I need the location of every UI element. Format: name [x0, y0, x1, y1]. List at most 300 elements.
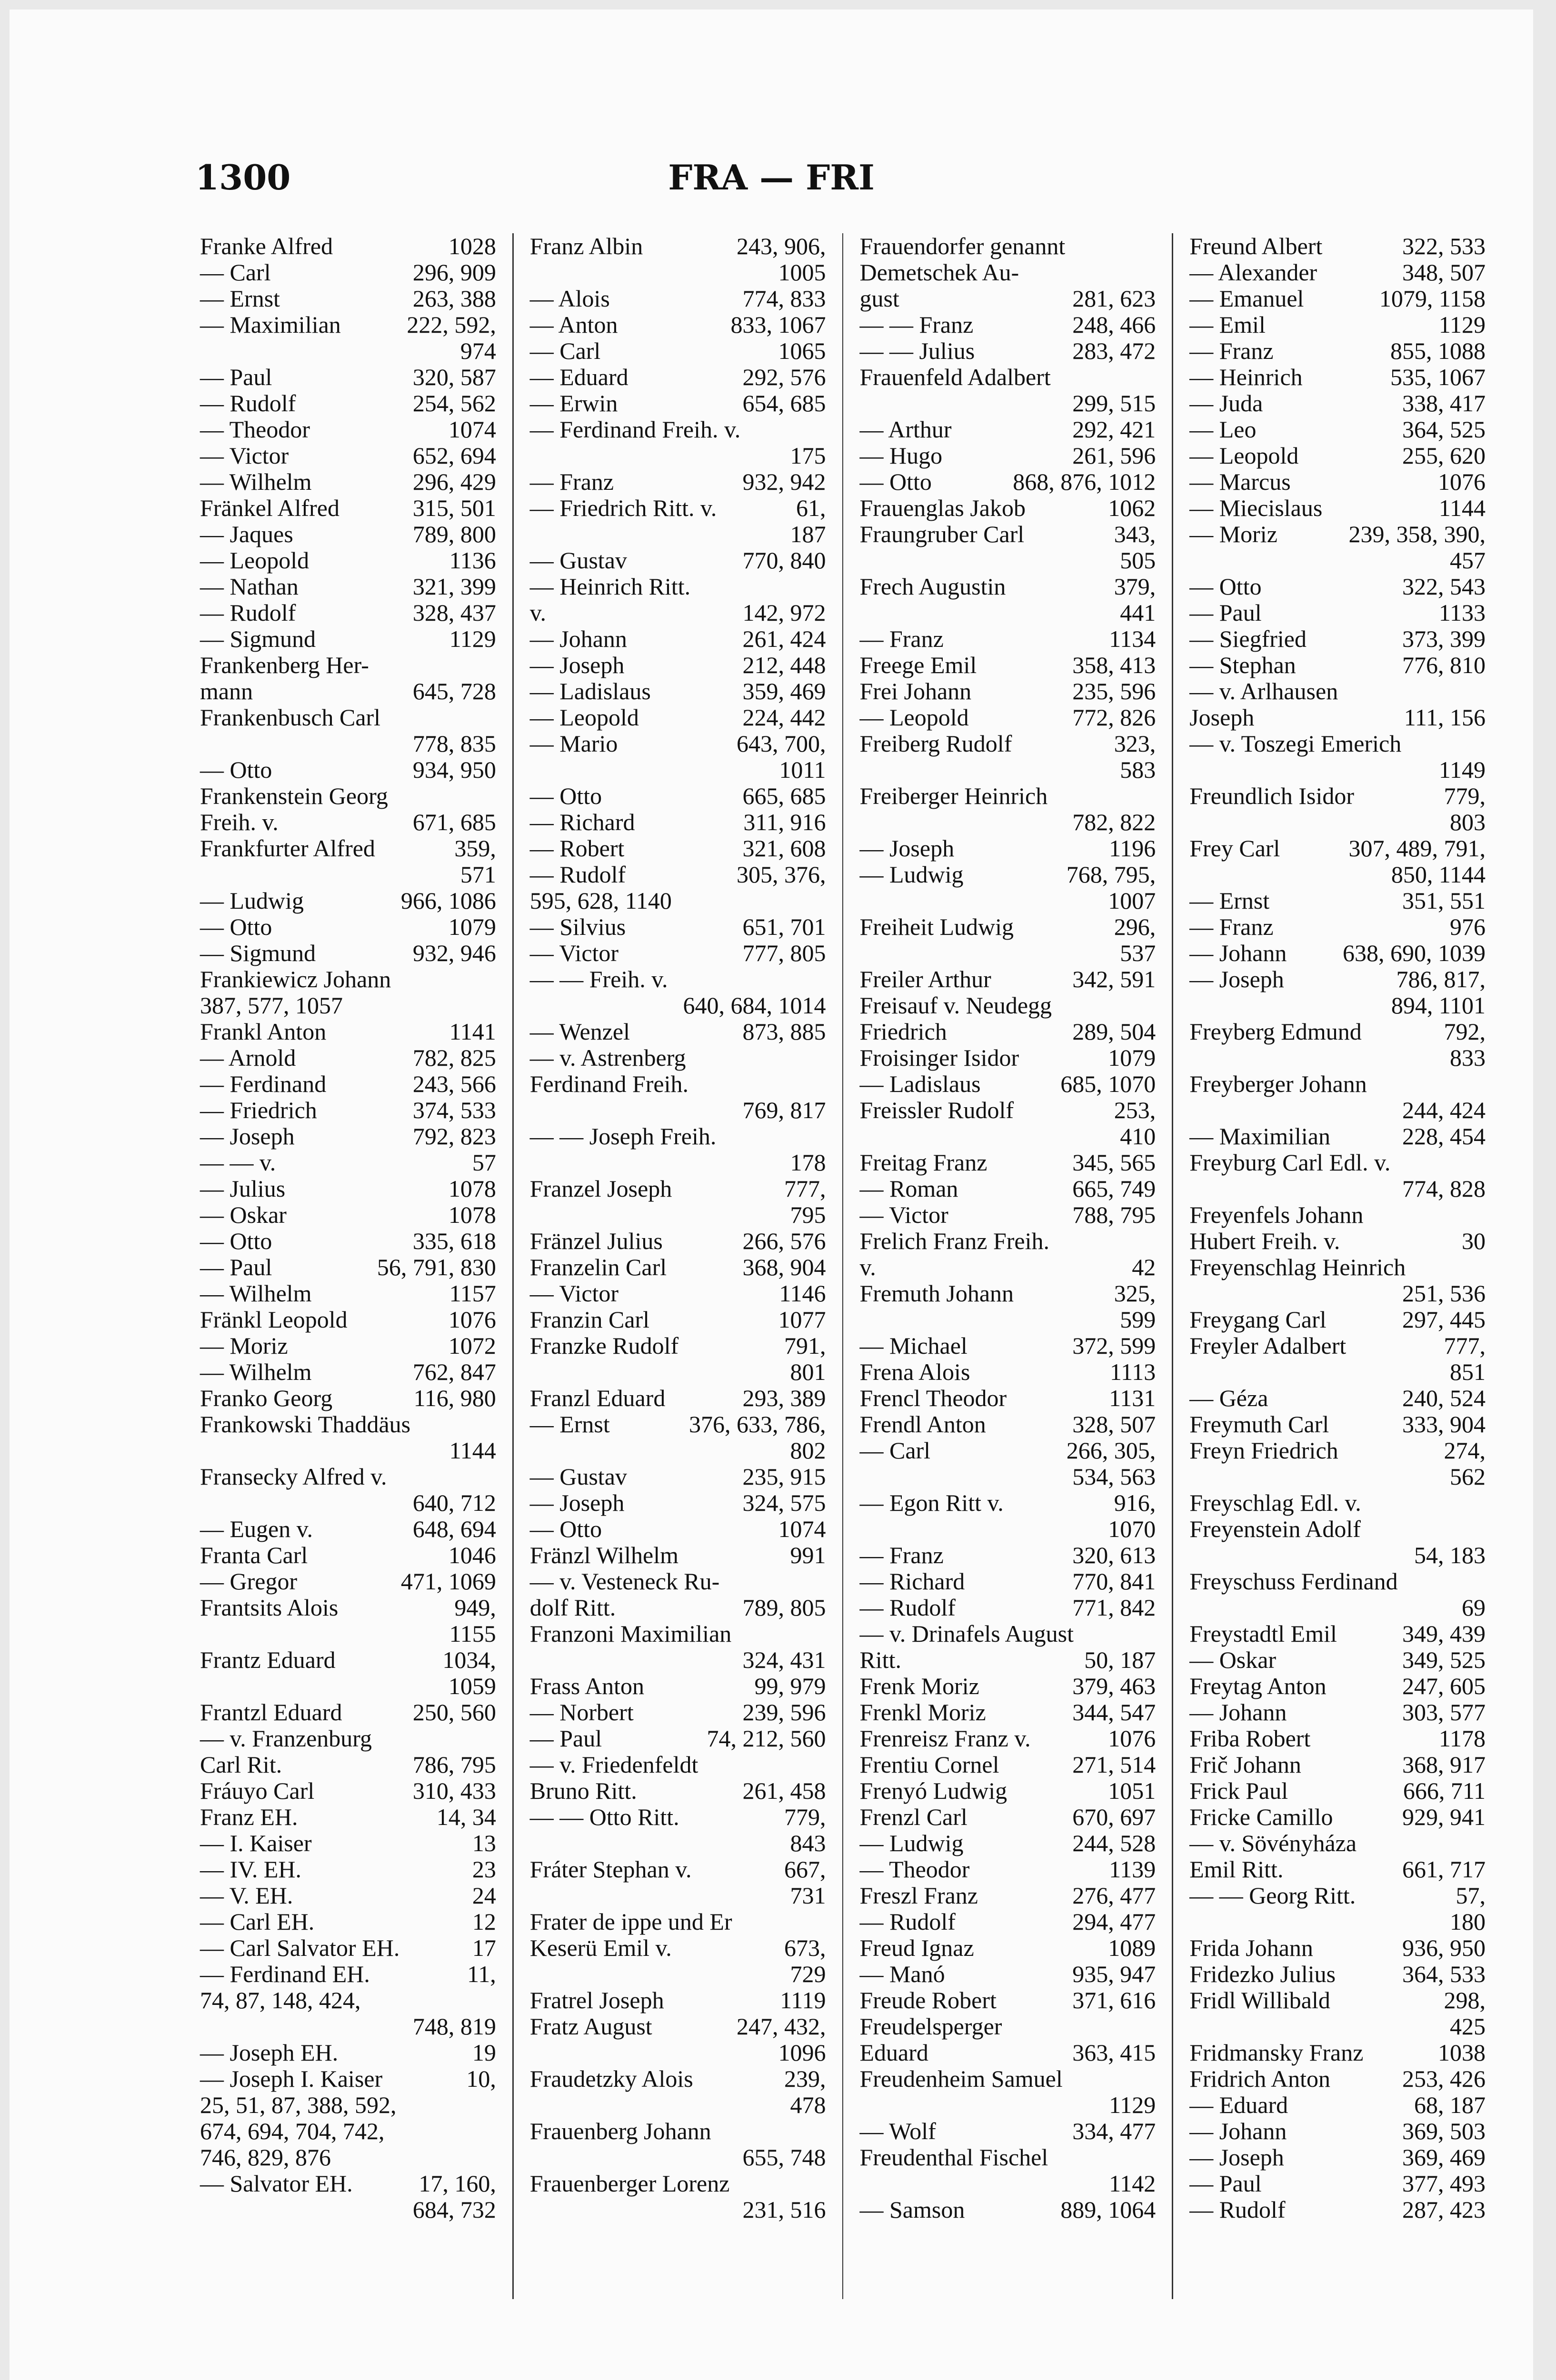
index-line — [1189, 443, 1486, 469]
entry-pages: 685, 1070 — [1060, 1071, 1156, 1097]
index-line — [530, 1071, 826, 1097]
entry-pages: 1074 — [448, 416, 496, 443]
entry-pages: 1007 — [1108, 887, 1156, 914]
entry-name: Fränkl Leopold — [200, 1306, 348, 1333]
entry-pages: 23 — [472, 1856, 496, 1883]
entry-pages: 348, 507 — [1402, 259, 1486, 286]
index-line — [1189, 1595, 1486, 1621]
entry-name: — Joseph EH. — [200, 2039, 339, 2066]
entry-pages: 1062 — [1108, 495, 1156, 521]
index-line — [200, 757, 496, 783]
index-line — [1189, 1830, 1486, 1856]
entry-pages: 789, 805 — [742, 1594, 826, 1621]
entry-name: — Carl EH. — [200, 1908, 315, 1935]
index-line — [1189, 1385, 1486, 1411]
entry-name: — Anton — [529, 311, 618, 338]
entry-name: Freud Ignaz — [859, 1934, 974, 1961]
entry-name: — Michael — [859, 1332, 968, 1359]
entry-pages: 684, 732 — [412, 2196, 496, 2223]
entry-name: — Otto — [859, 468, 932, 495]
entry-name: Frendl Anton — [859, 1411, 986, 1438]
entry-pages: 10, — [466, 2065, 496, 2092]
index-line — [200, 259, 496, 286]
index-line — [859, 1961, 1156, 1987]
index-line — [859, 312, 1156, 338]
entry-name: 595, 628, 1140 — [529, 887, 672, 914]
entry-pages: 774, 828 — [1402, 1175, 1486, 1202]
index-line — [1189, 1071, 1486, 1097]
entry-pages: 748, 819 — [412, 2013, 496, 2040]
entry-pages: 936, 950 — [1402, 1934, 1486, 1961]
index-line — [859, 888, 1156, 914]
entry-name: — — Julius — [859, 337, 975, 364]
index-line — [859, 1123, 1156, 1150]
index-line — [530, 600, 826, 626]
index-line — [530, 1830, 826, 1856]
index-line — [1189, 1752, 1486, 1778]
entry-pages: 298, — [1444, 1987, 1486, 2013]
entry-pages: 1129 — [1438, 311, 1486, 338]
entry-pages: 1178 — [1438, 1725, 1486, 1752]
index-line — [530, 1385, 826, 1411]
index-line — [1189, 1280, 1486, 1307]
entry-name: — Ernst — [1189, 887, 1270, 914]
index-line — [859, 1019, 1156, 1045]
entry-pages: 321, 608 — [742, 835, 826, 862]
index-line — [200, 862, 496, 888]
index-line — [1189, 783, 1486, 809]
entry-name: — Rudolf — [200, 390, 296, 416]
index-line — [200, 1385, 496, 1411]
entry-name: Franzoni Maximilian — [529, 1620, 732, 1647]
index-line — [859, 1254, 1156, 1280]
entry-name: — Arthur — [859, 416, 952, 443]
entry-name: — Julius — [200, 1175, 286, 1202]
entry-pages: 299, 515 — [1072, 390, 1156, 416]
entry-pages: 266, 576 — [742, 1228, 826, 1254]
index-line — [530, 940, 826, 966]
entry-name: — Moriz — [200, 1332, 288, 1359]
entry-name: — v. Drinafels August — [859, 1620, 1074, 1647]
entry-name: — Nathan — [200, 573, 299, 600]
index-line — [530, 888, 826, 914]
index-line — [1189, 1150, 1486, 1176]
entry-name: — Otto — [529, 1516, 602, 1542]
entry-name: v. — [529, 599, 546, 626]
index-line — [1189, 1804, 1486, 1830]
entry-pages: 1034, — [442, 1646, 496, 1673]
entry-pages: 792, — [1444, 1018, 1486, 1045]
entry-name: — Victor — [859, 1201, 948, 1228]
entry-name: — Siegfried — [1189, 625, 1307, 652]
index-line — [530, 1490, 826, 1516]
index-line — [530, 521, 826, 547]
entry-name: — Joseph — [200, 1123, 295, 1150]
entry-name: — Paul — [200, 1254, 272, 1280]
entry-name: — v. Friedenfeldt — [529, 1751, 698, 1778]
index-line — [200, 1647, 496, 1673]
entry-name: Freyn Friedrich — [1189, 1437, 1338, 1464]
entry-pages: 795 — [790, 1201, 826, 1228]
entry-pages: 12 — [472, 1908, 496, 1935]
index-line — [859, 966, 1156, 992]
index-line — [1189, 2118, 1486, 2144]
entry-name: — v. Toszegi Emerich — [1189, 730, 1402, 757]
entry-pages: 1149 — [1438, 756, 1486, 783]
entry-name: — Gregor — [200, 1568, 298, 1595]
entry-name: — Otto — [200, 913, 272, 940]
index-line — [200, 1856, 496, 1883]
entry-name: — Eduard — [529, 364, 628, 390]
entry-name: Frauenberg Johann — [529, 2118, 711, 2144]
entry-name: Freund Albert — [1189, 233, 1323, 259]
entry-name: — Friedrich Ritt. v. — [529, 495, 717, 521]
index-line — [1189, 1097, 1486, 1123]
entry-name: 746, 829, 876 — [200, 2144, 331, 2171]
index-line — [1189, 233, 1486, 259]
index-line — [530, 809, 826, 835]
entry-pages: 1196 — [1109, 835, 1156, 862]
entry-pages: 69 — [1462, 1594, 1486, 1621]
entry-pages: 296, 429 — [412, 468, 496, 495]
index-line — [530, 1019, 826, 1045]
index-line — [1189, 966, 1486, 992]
index-line — [859, 757, 1156, 783]
index-line — [859, 1699, 1156, 1726]
entry-pages: 239, 358, 390, — [1348, 521, 1486, 547]
index-line — [200, 1411, 496, 1438]
entry-pages: 335, 618 — [412, 1228, 496, 1254]
entry-name: — — Georg Ritt. — [1189, 1882, 1356, 1909]
index-line — [530, 2066, 826, 2092]
entry-name: — Eduard — [1189, 2092, 1288, 2118]
entry-pages: 250, 560 — [412, 1699, 496, 1726]
entry-name: — Carl — [529, 337, 601, 364]
index-line — [530, 652, 826, 678]
index-line — [1189, 652, 1486, 678]
entry-pages: 665, 685 — [742, 783, 826, 809]
entry-name: — Otto — [200, 1228, 272, 1254]
index-line — [1189, 940, 1486, 966]
entry-pages: 345, 565 — [1072, 1149, 1156, 1176]
entry-name: — Carl — [200, 259, 271, 286]
entry-name: — Manó — [859, 1961, 945, 1987]
index-line — [1189, 600, 1486, 626]
entry-name: Frida Johann — [1189, 1934, 1313, 1961]
entry-pages: 1078 — [448, 1201, 496, 1228]
entry-pages: 342, 591 — [1072, 966, 1156, 992]
index-line — [530, 1778, 826, 1804]
index-line — [200, 1542, 496, 1568]
index-line — [200, 1490, 496, 1516]
index-line — [200, 652, 496, 678]
entry-pages: 325, — [1114, 1280, 1156, 1307]
entry-name: Frantzl Eduard — [200, 1699, 342, 1726]
entry-pages: 777, — [1444, 1332, 1486, 1359]
entry-name: — Carl Salvator EH. — [200, 1934, 400, 1961]
entry-name: Freiler Arthur — [859, 966, 991, 992]
index-line — [200, 1883, 496, 1909]
entry-pages: 50, 187 — [1084, 1646, 1156, 1673]
entry-pages: 296, 909 — [412, 259, 496, 286]
index-line — [1189, 1438, 1486, 1464]
index-line — [200, 1150, 496, 1176]
entry-name: Fremuth Johann — [859, 1280, 1014, 1307]
entry-name: Friedrich — [859, 1018, 947, 1045]
entry-pages: 261, 458 — [742, 1777, 826, 1804]
entry-pages: 789, 800 — [412, 521, 496, 547]
entry-pages: 1065 — [778, 337, 826, 364]
entry-name: Fränzl Wilhelm — [529, 1542, 679, 1568]
index-line — [1189, 1228, 1486, 1254]
index-line — [530, 1752, 826, 1778]
entry-pages: 772, 826 — [1072, 704, 1156, 731]
entry-name: Freisauf v. Neudegg — [859, 992, 1052, 1019]
index-line — [530, 1935, 826, 1961]
entry-name: — Gustav — [529, 547, 627, 574]
entry-name: — v. Vesteneck Ru- — [529, 1568, 720, 1595]
entry-name: — Erwin — [529, 390, 618, 416]
entry-pages: 786, 795 — [412, 1751, 496, 1778]
index-line — [530, 2197, 826, 2223]
entry-pages: 777, 805 — [742, 940, 826, 966]
entry-name: Freyler Adalbert — [1189, 1332, 1347, 1359]
index-line — [1189, 390, 1486, 416]
column-2 — [530, 233, 826, 2299]
entry-name: Freiheit Ludwig — [859, 913, 1014, 940]
entry-pages: 770, 841 — [1072, 1568, 1156, 1595]
entry-pages: 457 — [1450, 547, 1486, 574]
index-line — [1189, 678, 1486, 704]
entry-name: Fráuyo Carl — [200, 1777, 315, 1804]
index-line — [530, 547, 826, 574]
index-line — [200, 966, 496, 992]
index-line — [200, 2197, 496, 2223]
index-line — [530, 914, 826, 940]
index-line — [530, 1045, 826, 1071]
entry-name: — Joseph — [529, 652, 625, 678]
index-line — [1189, 1726, 1486, 1752]
index-line — [859, 286, 1156, 312]
entry-name: Frauenglas Jakob — [859, 495, 1026, 521]
index-line — [200, 704, 496, 731]
index-line — [1189, 574, 1486, 600]
index-line — [859, 547, 1156, 574]
index-line — [200, 1280, 496, 1307]
index-line — [530, 1280, 826, 1307]
entry-pages: 791, — [784, 1332, 826, 1359]
index-line — [200, 783, 496, 809]
entry-name: — Franz — [859, 625, 944, 652]
entry-name: — Joseph — [529, 1489, 625, 1516]
entry-pages: 1089 — [1108, 1934, 1156, 1961]
index-line — [1189, 1254, 1486, 1280]
index-line — [530, 443, 826, 469]
index-line — [200, 1778, 496, 1804]
entry-name: — Norbert — [529, 1699, 634, 1726]
entry-pages: 1070 — [1108, 1516, 1156, 1542]
entry-name: — Egon Ritt v. — [859, 1489, 1004, 1516]
entry-pages: 731 — [790, 1882, 826, 1909]
entry-pages: 671, 685 — [412, 809, 496, 835]
index-line — [859, 574, 1156, 600]
entry-name: Frenk Moriz — [859, 1673, 979, 1699]
index-line — [200, 390, 496, 416]
entry-name: Franzelin Carl — [529, 1254, 667, 1280]
entry-pages: 771, 842 — [1072, 1594, 1156, 1621]
entry-pages: 1134 — [1109, 625, 1156, 652]
entry-name: Freyenstein Adolf — [1189, 1516, 1361, 1542]
entry-pages: 61, — [796, 495, 826, 521]
entry-pages: 1011 — [779, 756, 826, 783]
entry-name: gust — [859, 285, 899, 312]
entry-pages: 966, 1086 — [400, 887, 496, 914]
index-line — [530, 338, 826, 364]
entry-pages: 368, 904 — [742, 1254, 826, 1280]
index-line — [859, 1856, 1156, 1883]
index-line — [859, 1071, 1156, 1097]
entry-pages: 1144 — [449, 1437, 496, 1464]
entry-pages: 42 — [1132, 1254, 1156, 1280]
entry-name: — v. Sövényháza — [1189, 1830, 1357, 1856]
entry-name: Frass Anton — [529, 1673, 645, 1699]
entry-name: Ferdinand Freih. — [529, 1071, 689, 1097]
entry-pages: 873, 885 — [742, 1018, 826, 1045]
index-line — [859, 809, 1156, 835]
entry-name: — Theodor — [200, 416, 310, 443]
entry-name: Frena Alois — [859, 1359, 970, 1385]
index-line — [859, 364, 1156, 390]
entry-pages: 13 — [472, 1830, 496, 1856]
index-line — [859, 1228, 1156, 1254]
entry-name: — Wilhelm — [200, 1359, 312, 1385]
entry-name: Freiberger Heinrich — [859, 783, 1048, 809]
entry-pages: 334, 477 — [1072, 2118, 1156, 2144]
entry-pages: 1131 — [1109, 1385, 1156, 1411]
index-line — [1189, 1568, 1486, 1595]
entry-name: Frei Johann — [859, 678, 972, 704]
entry-pages: 323, — [1114, 730, 1156, 757]
entry-pages: 371, 616 — [1072, 1987, 1156, 2013]
index-line — [530, 286, 826, 312]
index-line — [200, 547, 496, 574]
index-line — [1189, 1516, 1486, 1542]
entry-name: Fratz August — [529, 2013, 652, 2040]
entry-pages: 833 — [1450, 1044, 1486, 1071]
index-page — [10, 10, 1533, 2380]
index-line — [200, 2066, 496, 2092]
entry-pages: 240, 524 — [1402, 1385, 1486, 1411]
index-line — [200, 1254, 496, 1280]
index-line — [530, 2040, 826, 2066]
entry-name: — Ferdinand EH. — [200, 1961, 370, 1987]
index-line — [530, 312, 826, 338]
entry-name: — Ernst — [529, 1411, 610, 1438]
index-line — [200, 2118, 496, 2144]
index-line — [200, 495, 496, 521]
index-line — [859, 1464, 1156, 1490]
entry-pages: 187 — [790, 521, 826, 547]
entry-pages: 779, — [1444, 783, 1486, 809]
entry-name: — Paul — [529, 1725, 602, 1752]
entry-pages: 1136 — [449, 547, 496, 574]
entry-pages: 1046 — [448, 1542, 496, 1568]
index-line — [859, 914, 1156, 940]
entry-name: Ritt. — [859, 1646, 901, 1673]
entry-name: — Franz — [859, 1542, 944, 1568]
entry-pages: 358, 413 — [1072, 652, 1156, 678]
entry-pages: 364, 525 — [1402, 416, 1486, 443]
entry-name: Fränzel Julius — [529, 1228, 663, 1254]
column-divider — [1172, 233, 1173, 2299]
index-line — [859, 1045, 1156, 1071]
entry-name: Freitag Franz — [859, 1149, 987, 1176]
entry-name: Fridrich Anton — [1189, 2065, 1331, 2092]
index-line — [1189, 1961, 1486, 1987]
entry-pages: 57, — [1456, 1882, 1486, 1909]
entry-name: Freiberg Rudolf — [859, 730, 1012, 757]
entry-pages: 534, 563 — [1072, 1463, 1156, 1490]
index-line — [859, 233, 1156, 259]
index-line — [859, 783, 1156, 809]
entry-pages: 850, 1144 — [1391, 861, 1486, 888]
index-line — [1189, 1176, 1486, 1202]
entry-pages: 247, 605 — [1402, 1673, 1486, 1699]
index-line — [530, 1883, 826, 1909]
entry-name: 674, 694, 704, 742, — [200, 2118, 385, 2144]
index-line — [530, 1647, 826, 1673]
entry-name: — Moriz — [1189, 521, 1277, 547]
entry-pages: 1079, 1158 — [1379, 285, 1486, 312]
entry-name: — Victor — [529, 940, 619, 966]
index-line — [200, 1752, 496, 1778]
entry-pages: 571 — [460, 861, 496, 888]
index-line — [200, 574, 496, 600]
index-line — [1189, 1490, 1486, 1516]
index-line — [200, 1464, 496, 1490]
index-line — [530, 678, 826, 704]
index-line — [859, 2092, 1156, 2118]
entry-pages: 376, 633, 786, — [689, 1411, 826, 1438]
entry-name: — Juda — [1189, 390, 1263, 416]
index-line — [1189, 1411, 1486, 1438]
entry-name: — Gustav — [529, 1463, 627, 1490]
entry-pages: 1129 — [449, 625, 496, 652]
index-line — [859, 1516, 1156, 1542]
entry-name: Freundlich Isidor — [1189, 783, 1354, 809]
index-line — [200, 1830, 496, 1856]
entry-name: Carl Rit. — [200, 1751, 282, 1778]
entry-pages: 855, 1088 — [1390, 337, 1486, 364]
index-line — [1189, 2197, 1486, 2223]
entry-pages: 322, 533 — [1402, 233, 1486, 259]
index-line — [200, 1673, 496, 1699]
index-line — [859, 704, 1156, 731]
index-line — [1189, 312, 1486, 338]
entry-pages: 583 — [1120, 756, 1156, 783]
entry-pages: 293, 389 — [742, 1385, 826, 1411]
entry-name: — IV. EH. — [200, 1856, 301, 1883]
entry-pages: 57 — [472, 1149, 496, 1176]
index-line — [859, 1150, 1156, 1176]
entry-pages: 328, 507 — [1072, 1411, 1156, 1438]
index-line — [1189, 2066, 1486, 2092]
index-line — [530, 390, 826, 416]
index-line — [1189, 2144, 1486, 2171]
entry-pages: 321, 399 — [412, 573, 496, 600]
index-line — [1189, 1045, 1486, 1071]
index-line — [200, 1987, 496, 2013]
